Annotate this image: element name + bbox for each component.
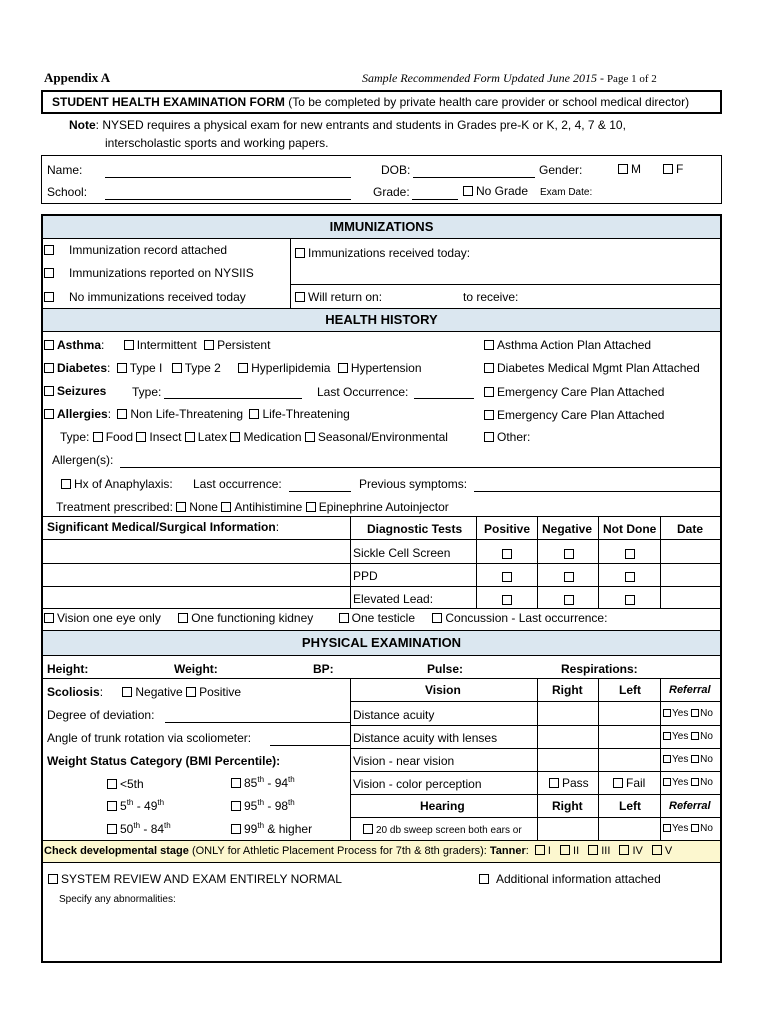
checkbox-icon[interactable]: [230, 432, 240, 442]
yes-label: Yes: [672, 823, 689, 834]
checkbox-icon[interactable]: [663, 778, 671, 786]
allergies-row: Allergies: Non Life-Threatening Life-Threatening: [44, 407, 350, 421]
sup-th: th: [164, 821, 171, 830]
persistent-label: Persistent: [217, 338, 271, 352]
referral-5[interactable]: [663, 823, 713, 834]
bmi-95-a: 95: [244, 799, 258, 813]
seizures-label: Seizures: [57, 384, 107, 398]
checkbox-icon[interactable]: [295, 248, 305, 258]
prev-symptoms-label: Previous symptoms:: [359, 477, 468, 491]
checkbox-icon[interactable]: [176, 502, 186, 512]
checkbox-icon[interactable]: [339, 613, 349, 623]
ppd-label: PPD: [353, 569, 378, 583]
imm-reported-label: Immunizations reported on NYSIIS: [69, 266, 254, 280]
scol-positive-label: Positive: [199, 685, 242, 699]
name-label: Name:: [47, 163, 83, 177]
distance-lenses-label: Distance acuity with lenses: [353, 731, 498, 745]
checkbox-icon[interactable]: [44, 292, 54, 302]
food-label: Food: [105, 430, 134, 444]
checkbox-icon[interactable]: [93, 432, 103, 442]
sample-note: [362, 71, 657, 86]
checkbox-icon[interactable]: [306, 502, 316, 512]
system-normal-label: SYSTEM REVIEW AND EXAM ENTIRELY NORMAL: [61, 872, 342, 886]
date-header: Date: [677, 522, 704, 536]
note-label: Note: [69, 118, 96, 132]
checkbox-icon[interactable]: [48, 874, 58, 884]
checkbox-icon[interactable]: [484, 432, 494, 442]
kidney-label: One functioning kidney: [191, 611, 314, 625]
checkbox-icon[interactable]: [619, 845, 629, 855]
bmi-lt5[interactable]: [107, 777, 144, 791]
checkbox-icon[interactable]: [249, 409, 259, 419]
name-field[interactable]: [105, 177, 351, 178]
imm-received-label: Immunizations received today:: [308, 246, 471, 260]
note-text1: : NYSED requires a physical exam for new entrants and students in Grades pre-K or K, 2, 4, 7 & 10,: [95, 118, 626, 132]
no-grade[interactable]: [463, 184, 528, 198]
resp-label: Respirations:: [561, 662, 638, 676]
yes-label: Yes: [672, 754, 689, 765]
prev-symptoms-field[interactable]: [474, 491, 720, 492]
significant-bold: Significant Medical/Surgical Information: [47, 520, 276, 534]
sup-th: th: [257, 798, 265, 807]
checkbox-icon[interactable]: [221, 502, 231, 512]
checkbox-icon[interactable]: [625, 595, 635, 605]
emergency-plan-2-label: Emergency Care Plan Attached: [497, 408, 665, 422]
checkbox-icon[interactable]: [549, 778, 559, 788]
imm-will-return[interactable]: [295, 290, 382, 304]
allergy-type-row: [60, 430, 448, 444]
tanner-3: III: [601, 845, 611, 857]
no-label: No: [700, 708, 713, 719]
grade-label: Grade:: [373, 185, 410, 199]
checkbox-icon[interactable]: [231, 801, 241, 811]
checkbox-icon[interactable]: [625, 572, 635, 582]
treatment-row: [56, 500, 449, 514]
gender-f[interactable]: [663, 162, 683, 176]
diag-tests-header: Diagnostic Tests: [367, 522, 463, 536]
checkbox-icon[interactable]: [107, 779, 117, 789]
bmi-5-b: - 49: [133, 799, 158, 813]
checkbox-icon[interactable]: [484, 363, 494, 373]
emergency-plan-1[interactable]: [484, 385, 664, 399]
checkbox-icon[interactable]: [484, 410, 494, 420]
last-occ2-field[interactable]: [289, 491, 351, 492]
not-done-header: Not Done: [603, 522, 657, 536]
bmi-lt5-label: <5th: [120, 777, 144, 791]
checkbox-icon[interactable]: [117, 363, 127, 373]
checkbox-icon[interactable]: [663, 824, 671, 832]
check-dev-label: Check developmental stage: [44, 845, 189, 857]
tanner-5: V: [664, 845, 673, 857]
life-label: Life-Threatening: [262, 407, 350, 421]
bmi-50-a: 50: [120, 822, 134, 836]
non-life-label: Non Life-Threatening: [130, 407, 244, 421]
school-label: School:: [47, 185, 88, 199]
diabetes-row: Diabetes: Type I Type 2 Hyperlipidemia Hypertension: [44, 361, 422, 375]
divider: [290, 284, 720, 285]
checkbox-icon[interactable]: [44, 409, 54, 419]
checkbox-icon[interactable]: [122, 687, 132, 697]
imm-received[interactable]: [295, 246, 470, 260]
scol-negative-label: Negative: [135, 685, 183, 699]
diabetes-plan-label: Diabetes Medical Mgmt Plan Attached: [497, 361, 700, 375]
checkbox-icon[interactable]: [231, 824, 241, 834]
scoliosis-label: Scoliosis: [47, 685, 100, 699]
grade-field[interactable]: [412, 199, 458, 200]
additional-info[interactable]: [479, 872, 661, 886]
pulse-label: Pulse:: [427, 662, 464, 676]
checkbox-icon[interactable]: [186, 687, 196, 697]
sup-th: th: [126, 798, 134, 807]
checkbox-icon[interactable]: [172, 363, 182, 373]
checkbox-icon[interactable]: [691, 755, 699, 763]
checkbox-icon[interactable]: [588, 845, 598, 855]
divider: [350, 678, 351, 840]
system-normal[interactable]: [48, 872, 342, 886]
checkbox-icon[interactable]: [44, 613, 54, 623]
lead-label: Elevated Lead:: [353, 592, 434, 606]
divider: [350, 701, 720, 702]
vision-header: Vision: [425, 683, 461, 697]
emergency-plan-2[interactable]: [484, 408, 664, 422]
anaphylaxis[interactable]: [61, 477, 173, 491]
allergies-label: Allergies: [57, 407, 108, 421]
divider: [598, 678, 599, 840]
divider: [660, 516, 661, 608]
divider: [43, 238, 720, 239]
bmi-99-b: & higher: [264, 822, 313, 836]
referral-4[interactable]: [663, 777, 713, 788]
epinephrine-label: Epinephrine Autoinjector: [318, 500, 449, 514]
divider: [350, 794, 720, 795]
seizure-type-field[interactable]: [164, 398, 302, 399]
imm-attached[interactable]: [44, 243, 227, 257]
checkbox-icon[interactable]: [502, 595, 512, 605]
sup-th: th: [157, 798, 165, 807]
checkbox-icon[interactable]: [44, 268, 54, 278]
sup-th: th: [257, 775, 265, 784]
checkbox-icon[interactable]: [535, 845, 545, 855]
bmi-85-a: 85: [244, 776, 258, 790]
immunizations-header: IMMUNIZATIONS: [43, 216, 720, 238]
hypertension-label: Hypertension: [350, 361, 422, 375]
asthma-label: Asthma: [57, 338, 102, 352]
divider: [350, 748, 720, 749]
divider: [660, 678, 661, 840]
divider: [537, 516, 538, 608]
checkbox-icon[interactable]: [107, 824, 117, 834]
health-history-header: HEALTH HISTORY: [43, 309, 720, 331]
divider: [43, 678, 720, 679]
checkbox-icon[interactable]: [560, 845, 570, 855]
checkbox-icon[interactable]: [178, 613, 188, 623]
color-fail[interactable]: [613, 776, 645, 790]
gender-m[interactable]: [618, 162, 641, 176]
hearing-left-header: Left: [619, 799, 641, 813]
checkbox-icon[interactable]: [338, 363, 348, 373]
dob-field[interactable]: [413, 177, 535, 178]
trunk-label: Angle of trunk rotation via scoliometer:: [47, 731, 252, 745]
color-label: Vision - color perception: [353, 777, 482, 791]
asthma-row: Asthma: Intermittent Persistent: [44, 338, 270, 352]
gender-m-label: M: [631, 162, 641, 176]
note-line1: [69, 118, 626, 132]
scoliosis-row: Scoliosis: Negative Positive: [47, 685, 242, 699]
checkbox-icon[interactable]: [663, 709, 671, 717]
tanner-2: II: [573, 845, 580, 857]
significant-label: Significant Medical/Surgical Information:: [47, 520, 280, 534]
checkbox-icon[interactable]: [691, 732, 699, 740]
bmi-50[interactable]: [107, 821, 171, 836]
checkbox-icon[interactable]: [564, 595, 574, 605]
sickle-label: Sickle Cell Screen: [353, 546, 451, 560]
checkbox-icon[interactable]: [463, 186, 473, 196]
insect-label: Insect: [149, 430, 182, 444]
checkbox-icon[interactable]: [238, 363, 248, 373]
type1-label: Type I: [129, 361, 163, 375]
checkbox-icon[interactable]: [564, 549, 574, 559]
checkbox-icon[interactable]: [663, 732, 671, 740]
imm-to-receive: to receive:: [463, 290, 519, 304]
sweep-label: 20 db sweep screen both ears or: [376, 825, 522, 836]
last-occurrence-field[interactable]: [414, 398, 474, 399]
bmi-50-b: - 84: [140, 822, 165, 836]
bmi-label: Weight Status Category (BMI Percentile):: [47, 754, 281, 768]
checkbox-icon[interactable]: [484, 340, 494, 350]
checkbox-icon[interactable]: [564, 572, 574, 582]
no-label: No: [700, 823, 713, 834]
vision-left-header: Left: [619, 683, 641, 697]
note-line2: interscholastic sports and working papers.: [105, 136, 329, 150]
no-label: No: [700, 777, 713, 788]
vision-one-label: Vision one eye only: [57, 611, 161, 625]
divider: [43, 539, 720, 540]
sup-th: th: [288, 775, 295, 784]
hyperlipidemia-label: Hyperlipidemia: [251, 361, 331, 375]
checkbox-icon[interactable]: [502, 572, 512, 582]
tanner-label: Tanner: [489, 845, 526, 857]
referral-2[interactable]: [663, 731, 713, 742]
yes-label: Yes: [672, 731, 689, 742]
checkbox-icon[interactable]: [691, 824, 699, 832]
diabetes-plan[interactable]: [484, 361, 700, 375]
dev-stage-row: Check developmental stage (ONLY for Athletic Placement Process for 7th & 8th graders): Tanner: I II III IV V: [44, 845, 673, 857]
checkbox-icon[interactable]: [231, 778, 241, 788]
physical-exam-header: PHYSICAL EXAMINATION: [43, 631, 720, 655]
divider: [43, 862, 720, 863]
vision-right-header: Right: [552, 683, 583, 697]
bmi-95-b: - 98: [264, 799, 289, 813]
appendix-label: Appendix A: [44, 70, 111, 85]
distance-label: Distance acuity: [353, 708, 435, 722]
checkbox-icon[interactable]: [502, 549, 512, 559]
checkbox-icon[interactable]: [479, 874, 489, 884]
medication-label: Medication: [243, 430, 302, 444]
last-occurrence-label: Last Occurrence:: [317, 385, 409, 399]
bmi-85[interactable]: [231, 775, 295, 790]
checkbox-icon[interactable]: [204, 340, 214, 350]
page-number: Page 1 of 2: [606, 73, 657, 85]
divider: [43, 516, 720, 517]
referral-1[interactable]: [663, 708, 713, 719]
divider: [537, 678, 538, 840]
checkbox-icon[interactable]: [295, 292, 305, 302]
last-occ2-label: Last occurrence:: [193, 477, 282, 491]
checkbox-icon[interactable]: [432, 613, 442, 623]
allergy-type-label: Type:: [60, 430, 90, 444]
vision-referral-header: Referral: [669, 684, 711, 696]
divider: [43, 563, 720, 564]
specify-label: Specify any abnormalities:: [59, 894, 176, 905]
no-grade-label: No Grade: [476, 184, 529, 198]
imm-none-label: No immunizations received today: [69, 290, 246, 304]
divider: [598, 516, 599, 608]
yes-label: Yes: [672, 708, 689, 719]
type2-label: Type 2: [184, 361, 221, 375]
dob-label: DOB:: [381, 163, 411, 177]
divider: [43, 331, 720, 332]
tanner-4: IV: [632, 845, 643, 857]
negative-header: Negative: [542, 522, 593, 536]
allergens-field[interactable]: [120, 467, 720, 468]
other-label: Other:: [497, 430, 531, 444]
divider: [43, 655, 720, 656]
no-label: No: [700, 754, 713, 765]
gender-label: Gender:: [539, 163, 583, 177]
bmi-85-b: - 94: [264, 776, 289, 790]
checkbox-icon[interactable]: [305, 432, 315, 442]
divider: [43, 586, 720, 587]
checkbox-icon[interactable]: [44, 340, 54, 350]
checkbox-icon[interactable]: [484, 387, 494, 397]
additional-info-label: Additional information attached: [496, 872, 661, 886]
color-pass[interactable]: [549, 776, 589, 790]
divider: [350, 725, 720, 726]
form-title: [52, 95, 689, 109]
deviation-field[interactable]: [165, 722, 350, 723]
sweep-row[interactable]: [363, 824, 522, 836]
checkbox-icon[interactable]: [363, 824, 373, 834]
sample-text: Sample Recommended Form Updated June 2015 -: [362, 71, 607, 85]
checkbox-icon[interactable]: [613, 778, 623, 788]
referral-3[interactable]: [663, 754, 713, 765]
checkbox-icon[interactable]: [117, 409, 127, 419]
divider: [476, 516, 477, 608]
checkbox-icon[interactable]: [618, 164, 628, 174]
checkbox-icon[interactable]: [61, 479, 71, 489]
treatment-label: Treatment prescribed:: [56, 500, 173, 514]
divider: [350, 817, 720, 818]
fail-label: Fail: [626, 776, 646, 790]
trunk-field[interactable]: [270, 745, 350, 746]
gender-f-label: F: [676, 162, 684, 176]
checkbox-icon[interactable]: [663, 755, 671, 763]
latex-label: Latex: [197, 430, 228, 444]
allergens-label: Allergen(s):: [52, 453, 114, 467]
weight-label: Weight:: [174, 662, 218, 676]
deviation-label: Degree of deviation:: [47, 708, 155, 722]
form-title-rest: (To be completed by private health care provider or school medical director): [284, 95, 690, 109]
pass-label: Pass: [562, 776, 589, 790]
imm-reported[interactable]: [44, 266, 254, 280]
check-dev-rest: (ONLY for Athletic Placement Process for 7th & 8th graders):: [188, 845, 490, 857]
checkbox-icon[interactable]: [44, 245, 54, 255]
asthma-plan-label: Asthma Action Plan Attached: [497, 338, 652, 352]
near-label: Vision - near vision: [353, 754, 455, 768]
bmi-99[interactable]: [231, 821, 312, 836]
divider: [350, 771, 720, 772]
seizures-row: [44, 384, 106, 398]
checkbox-icon[interactable]: [691, 778, 699, 786]
yes-label: Yes: [672, 777, 689, 788]
anaphylaxis-label: Hx of Anaphylaxis:: [74, 477, 173, 491]
sup-th: th: [133, 821, 141, 830]
checkbox-icon[interactable]: [625, 549, 635, 559]
bmi-95[interactable]: [231, 798, 295, 813]
checkbox-icon[interactable]: [691, 709, 699, 717]
bp-label: BP:: [313, 662, 334, 676]
checkbox-icon[interactable]: [185, 432, 195, 442]
imm-attached-label: Immunization record attached: [69, 243, 228, 257]
checkbox-icon[interactable]: [44, 363, 54, 373]
seasonal-label: Seasonal/Environmental: [317, 430, 448, 444]
hearing-right-header: Right: [552, 799, 583, 813]
bmi-99-a: 99: [244, 822, 258, 836]
school-field[interactable]: [105, 199, 351, 200]
asthma-plan[interactable]: [484, 338, 651, 352]
checkbox-icon[interactable]: [663, 164, 673, 174]
divider: [350, 516, 351, 608]
divider: [290, 238, 291, 308]
antihistimine-label: Antihistimine: [234, 500, 303, 514]
sup-th: th: [257, 821, 265, 830]
concussion-label: Concussion - Last occurrence:: [445, 611, 608, 625]
hearing-referral-header: Referral: [669, 800, 711, 812]
checkbox-icon[interactable]: [107, 801, 117, 811]
emergency-plan-1-label: Emergency Care Plan Attached: [497, 385, 665, 399]
sup-th: th: [288, 798, 295, 807]
testicle-label: One testicle: [351, 611, 416, 625]
checkbox-icon[interactable]: [44, 386, 54, 396]
hearing-header: Hearing: [420, 799, 465, 813]
checkbox-icon[interactable]: [652, 845, 662, 855]
other-row[interactable]: [484, 430, 530, 444]
positive-header: Positive: [484, 522, 531, 536]
bmi-5-a: 5: [120, 799, 127, 813]
checkbox-icon[interactable]: [136, 432, 146, 442]
no-label: No: [700, 731, 713, 742]
checkbox-icon[interactable]: [124, 340, 134, 350]
seizure-type-label: Type:: [132, 385, 162, 399]
exam-date-label: Exam Date:: [540, 187, 593, 198]
conditions-row: [44, 611, 607, 625]
tr-none-label: None: [189, 500, 218, 514]
diabetes-label: Diabetes: [57, 361, 108, 375]
imm-none[interactable]: [44, 290, 246, 304]
bmi-5[interactable]: [107, 798, 164, 813]
tanner-1: I: [547, 845, 551, 857]
intermittent-label: Intermittent: [136, 338, 197, 352]
form-title-bold: STUDENT HEALTH EXAMINATION FORM: [52, 95, 285, 109]
divider: [43, 608, 720, 609]
imm-will-return-label: Will return on:: [308, 290, 383, 304]
height-label: Height:: [47, 662, 89, 676]
